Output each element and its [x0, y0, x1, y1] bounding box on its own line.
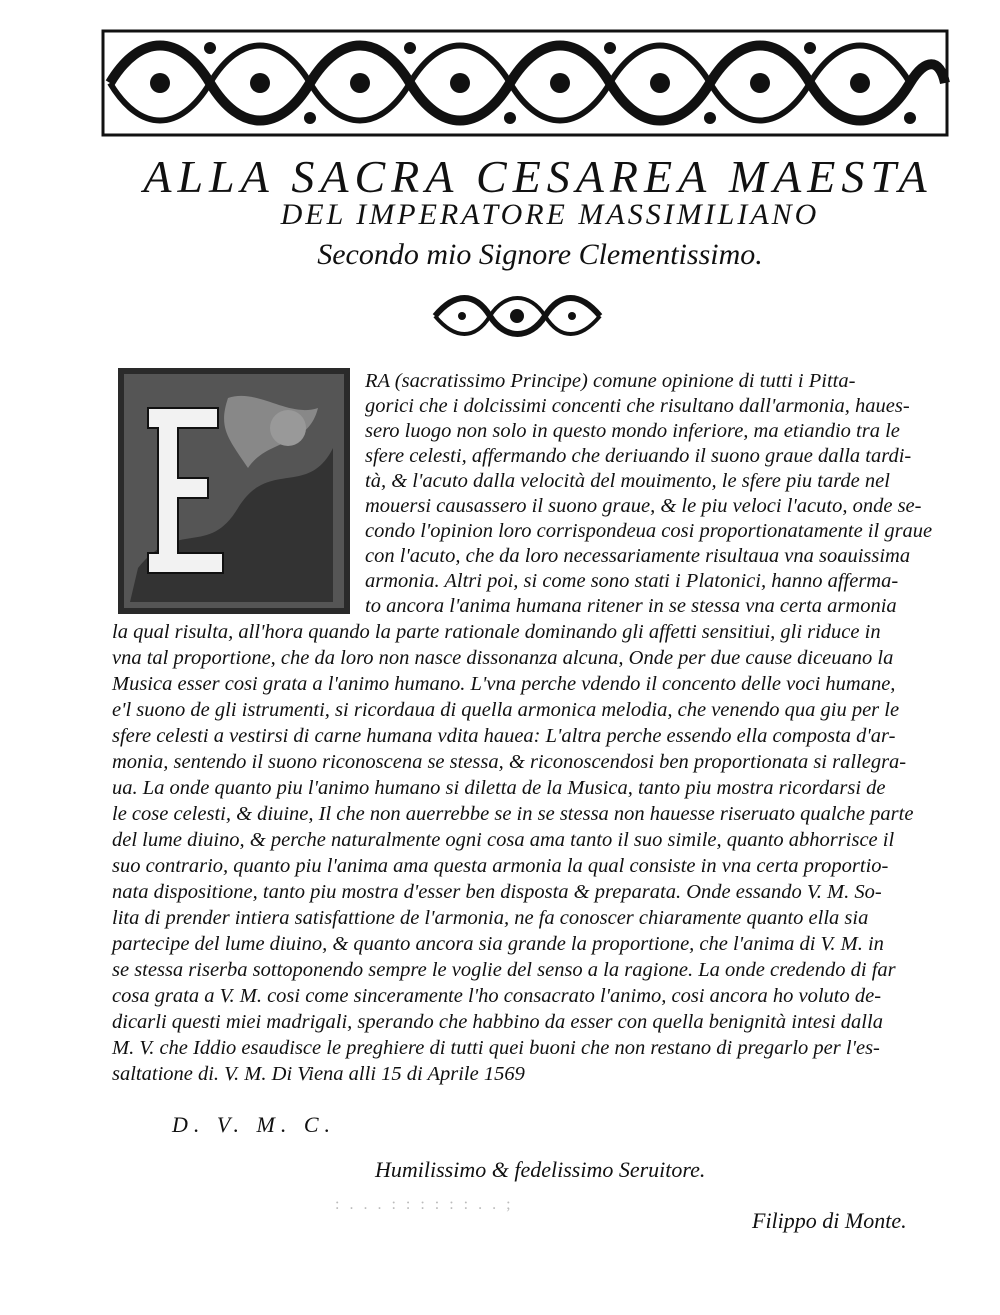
text-line: to ancora l'anima humana ritener in se stessa vna certa armonia: [365, 595, 897, 617]
dedication-subtitle: DEL IMPERATORE MASSIMILIANO: [280, 198, 820, 231]
signature: Filippo di Monte.: [752, 1208, 907, 1233]
text-line: nata dispositione, tanto piu mostra d'esser ben disposta & preparata. Onde essando V. M. So-: [112, 881, 882, 903]
closing-initials: D. V. M. C.: [172, 1112, 336, 1137]
text-line: lita di prender intiera satisfattione de l'armonia, ne fa conoscer chiaramente quanto ella sia: [112, 907, 869, 929]
text-line: armonia. Altri poi, si come sono stati i Platonici, hanno afferma-: [365, 570, 899, 592]
servant-line: Humilissimo & fedelissimo Seruitore.: [375, 1157, 706, 1182]
dedication-subtitle-2: Secondo mio Signore Clementissimo.: [317, 238, 763, 271]
text-line: con l'acuto, che da loro necessariamente risultaua vna soauissima: [365, 545, 911, 567]
faint-marks: : . . . : : : : : : . . ;: [335, 1196, 514, 1213]
text-line: le cose celesti, & diuine, Il che non auerrebbe se in se stessa non hauesse riseruato qualche parte: [112, 803, 914, 825]
text-line: monia, sentendo il suono riconoscena se stessa, & riconoscendosi ben proportionata si rallegra-: [112, 751, 907, 773]
text-line: Musica esser cosi grata a l'animo humano. L'vna perche vdendo il concento delle voci humane,: [112, 673, 896, 695]
text-line: partecipe del lume diuino, & quanto ancora sia grande la proportione, che l'anima di V. M. in: [112, 933, 884, 955]
text-line: M. V. che Iddio esaudisce le preghiere di tutti quei buoni che non restano di pregarlo per l'es-: [112, 1037, 880, 1059]
ornamental-border-top: [100, 28, 950, 138]
text-line: vna tal proportione, che da loro non nasce dissonanza alcuna, Onde per due cause diceuano la: [112, 647, 894, 669]
text-line: del lume diuino, & perche naturalmente ogni cosa ama tanto il suo simile, quanto abhorrisce il: [112, 829, 895, 851]
text-line: ua. La onde quanto piu l'animo humano si diletta de la Musica, tanto piu mostra ricordarsi de: [112, 777, 886, 799]
text-line: suo contrario, quanto piu l'anima ama questa armonia la qual consiste in vna certa proportio-: [112, 855, 889, 877]
text-line: cosa grata a V. M. cosi come sinceramente l'ho consacrato l'animo, cosi ancora ho voluto de-: [112, 985, 882, 1007]
text-line: la qual risulta, all'hora quando la parte rationale dominando gli affetti sensitiui, gli riduce in: [112, 621, 881, 643]
text-line: saltatione di. V. M. Di Viena alli 15 di Aprile 1569: [112, 1063, 525, 1085]
dedication-title: ALLA SACRA CESAREA MAESTA: [143, 151, 933, 202]
text-line: sfere celesti, affermando che deriuando il suono graue dalla tardi-: [365, 445, 912, 467]
text-line: e'l suono de gli istrumenti, si ricordaua di quella armonica melodia, che venendo qua giu per le: [112, 699, 900, 721]
text-line: tà, & l'acuto dalla velocità del mouimento, le sfere piu tarde nel: [365, 470, 890, 492]
text-line: se stessa riserba sottoponendo sempre le voglie del senso a la ragione. La onde credendo di far: [112, 959, 896, 981]
text-line: RA (sacratissimo Principe) comune opinione di tutti i Pitta-: [365, 370, 856, 392]
text-line: sero luogo non solo in questo mondo inferiore, ma etiandio tra le: [365, 420, 900, 442]
text-line: dicarli questi miei madrigali, sperando che habbino da esser con quella benignità intesi dalla: [112, 1011, 883, 1033]
text-line: condo l'opinion loro corrispondeua cosi proportionatamente il graue: [365, 520, 933, 542]
decorated-initial: [118, 368, 350, 614]
ornament-divider: [430, 292, 605, 340]
text-line: sfere celesti a vestirsi di carne humana vdita hauea: L'altra perche essendo ella composta d'ar-: [112, 725, 896, 747]
text-line: mouersi causassero il suono graue, & le piu veloci l'acuto, onde se-: [365, 495, 922, 517]
text-line: gorici che i dolcissimi concenti che risultano dall'armonia, haues-: [365, 395, 910, 417]
